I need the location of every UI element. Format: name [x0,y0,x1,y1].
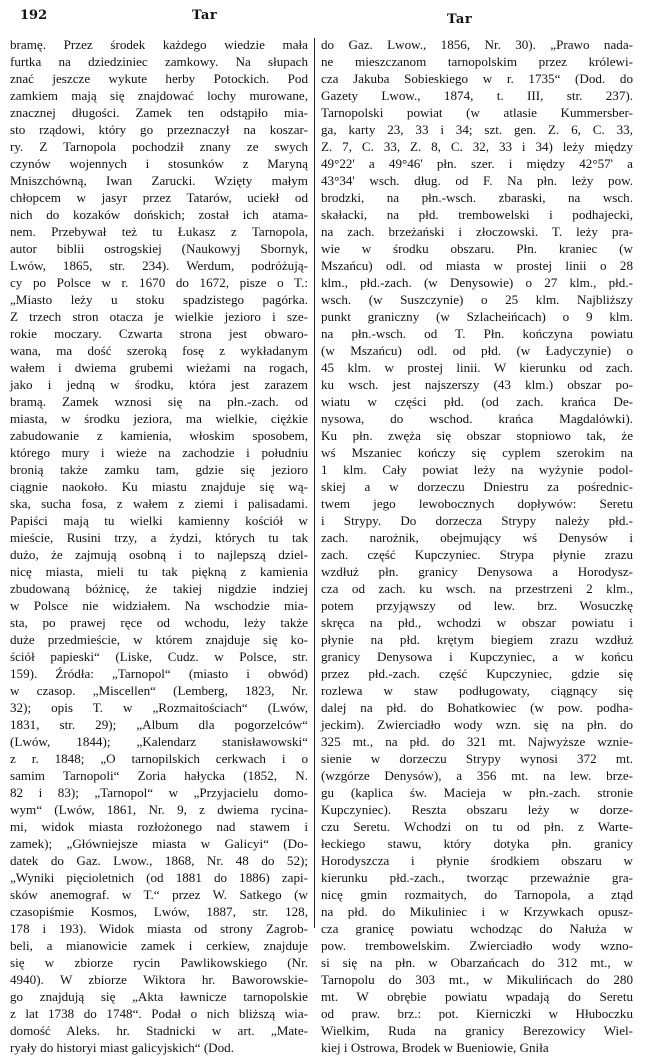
text-line: chłopcem w jasyr przez Tatarów, uciekł od [10,190,308,205]
text-line: zamkiem mają się znajdować lochy murowane, [10,88,308,103]
text-line: wś Mszaniec kończy się cyplem szerokim na [321,445,633,460]
text-line: czynów wojennych i stosunków z Maryną [10,156,308,171]
text-line: Papiści mają tu wielki kamienny kościół w [10,513,308,528]
text-line: pow. trembowelskim. Zwierciadło wody wzno- [321,938,633,953]
text-line: wsch. (w Suszczynie) o 25 klm. Najbliższy [321,292,633,307]
text-line: 45 klm. w prostej linii. W kierunku od zach. [321,360,633,375]
text-line: i Strypy. Do dorzecza Strypy należy płd.- [321,513,633,528]
text-line: na zach. brzeżański i złoczowski. T. leży pra- [321,224,633,239]
text-line: 325 mt., na płd. do 321 mt. Najwyższe wznie- [321,734,633,749]
text-line: samim Tarnopoli“ Zoria hałycka (1852, N. [10,768,308,783]
text-line: Z. 7, C. 33, Z. 8, C. 32, 33 i 34) leży między [321,139,633,154]
text-line: Mniszchówną, Iwan Zarucki. Wzięty małym [10,173,308,188]
text-line: na płn.-wsch. od T. Płn. kończyna powiatu [321,326,633,341]
text-line: zamek); „Główniejsze miasta w Galicyi“ (Do- [10,836,308,851]
text-line: kiej i Ostrowa, Brodek w Bueniowie, Gniła [321,1040,549,1055]
text-line: ne mieszczanom tarnopolskim przez królewi- [321,54,633,69]
text-line: Tarnopolski powiat (w atlasie Kummersber- [321,105,633,120]
text-line: si się na płn. w Obarzańcach do 312 mt., w [321,955,633,970]
text-line: Ku płn. zwęża się obszar stopniowo tak, że [321,428,633,443]
text-line: wana, ma dość szeroką fosę z wykładanym [10,343,308,358]
text-line: 1 klm. Cały powiat leży na wyżynie podol- [321,462,633,477]
text-line: płynie na płd. krętym biegiem zrazu wzdłuż [321,632,633,647]
text-line: Z trzech stron otacza je wielkie jezioro i sze- [10,309,308,324]
text-line: zabudowanie z kamienia, włoskim sposobem, [10,428,308,443]
text-line: cza Jakuba Sobieskiego w r. 1735“ (Dod. do [321,71,633,86]
text-line: skałacki, na płd. trembowelski i podhajecki, [321,207,633,222]
text-line: beli, a mianowicie zamek i cerkiew, znajduje [10,938,308,953]
text-line: dalej na płd. do Bohatkowiec (w pow. podha- [321,700,633,715]
text-line: rokie moczary. Czwarta strona jest obwaro- [10,326,308,341]
text-line: 82 i 83); „Tarnopol“ w „Przyjacielu domo- [10,785,308,800]
text-line: zach. część Kupczyniec. Strypa płynie zrazu [321,547,633,562]
text-line: miasta, w środku jeziora, ma wielkie, ciężkie [10,411,308,426]
text-line: Mszańcu) odl. od miasta w prostej linii o 28 [321,258,633,273]
text-line: skiej a w dorzeczu Dniestru za pośrednic- [321,479,633,494]
text-line: jako i jedną w środku, która jest zarazem [10,377,308,392]
text-line: klm., płd.-zach. (w Denysowie) o 27 klm., płd.- [321,275,633,290]
text-line: ku wsch. jest najszerszy (43 klm.) obszar po- [321,377,633,392]
column-divider [314,38,315,928]
text-line: furtka na dziedziniec zamkowy. Na słupach [10,54,308,69]
text-line: do Gaz. Lwow., 1856, Nr. 30). „Prawo nada- [321,37,633,52]
text-line: ryały do historyi miast galicyjskich“ (Dod. [10,1040,235,1055]
text-line: 178 i 193). Widok miasta od strony Zagrob- [10,921,308,936]
text-line: (w Mszańcu) odl. od płd. (w Ładyczynie) o [321,343,633,358]
text-line: 49°22' a 49°46' płn. szer. i między 42°57' a [321,156,633,171]
text-line: Tarnopolu do 303 mt., w Mikulińcach do 280 [321,972,633,987]
text-line: sków anemograf. w T.“ przez W. Satkego (w [10,887,308,902]
text-line: Lwów, 1865, str. 234). Werdum, podróżują- [10,258,308,273]
text-line: bronią także zamku tam, gdzie się jezioro [10,462,308,477]
text-line: czu Seretu. Wchodzi on tu od płn. z Warte- [321,819,633,834]
text-line: Horodyszcza i płynie środkiem obszaru w [321,853,633,868]
text-line: nem. Przebywał też tu Łukasz z Tarnopola, [10,224,308,239]
text-line: czasopiśmie Kosmos, Lwów, 1887, str. 128, [10,904,308,919]
text-line: twem jego lewobocznych dopływów: Seretu [321,496,633,511]
text-line: cy po Polsce w r. 1670 do 1672, pisze o T.: [10,275,308,290]
text-line: (Lwów, 1844); „Kalendarz stanisławowski“ [10,734,308,749]
text-line: z lat 1738 do 1748“. Podał o nich bliższą wia- [10,1006,308,1021]
text-line: bramę. Przez środek każdego wiedzie mała [10,37,308,52]
text-line: sta, po prawej ręce od wchodu, leży także [10,615,308,630]
text-line: przez płd.-zach. część Kupczyniec, gdzie się [321,666,633,681]
text-line: „Miasto leży u stoku spadzistego pagórka. [10,292,308,307]
text-line: wiatu w części płd. (od zach. krańca De- [321,394,633,409]
text-line: 32); opis T. w „Rozmaitościach“ (Lwów, [10,700,308,715]
text-line: nich do kozaków dońskich; został ich atama- [10,207,308,222]
text-line: 43°34' wsch. dług. od F. Na płn. leży pow. [321,173,633,188]
running-head-right: Tar [447,12,473,27]
text-line: go znajdują się „Akta ławnicze tarnopolskie [10,989,308,1004]
text-line: cza granicę powiatu wchodząc do Nałuża w [321,921,633,936]
text-line: Gazety Lwow., 1874, t. III, str. 237). [321,88,633,103]
text-line: ga, karty 23, 33 i 34; szt. gen. Z. 6, C. 33, [321,122,633,137]
text-line: brodzki, na płn.-wsch. zbaraski, na wsch. [321,190,633,205]
text-line: rozlewa w staw podługowaty, ciągnący się [321,683,633,698]
text-line: łeckiego stawu, który dotyka płn. granicy [321,836,633,851]
text-line: nicę miasta, mieli tu tak piękną z kamienia [10,564,308,579]
text-line: domość Aleks. hr. Stadnicki w art. „Mate- [10,1023,308,1038]
text-line: dużo, że zajmują osobną i to najlepszą dziel- [10,547,308,562]
text-line: którego mury i wieże na zachodzie i południu [10,445,308,460]
text-line: w czasop. „Miscellen“ (Lemberg, 1823, Nr. [10,683,308,698]
text-line: cza od zach. ku wsch. na przestrzeni 2 klm., [321,581,633,596]
text-line: kierunku płd.-zach., tworząc przeważnie gra- [321,870,633,885]
left-text-column [10,36,308,1055]
text-line: nysowa, do wschod. krańca Magdalówki). [321,411,633,426]
text-line: bramą. Zamek wznosi się na płn.-zach. od [10,394,308,409]
text-line: duże przedmieście, w którem znajduje się ko- [10,632,308,647]
text-line: wie w środku obszaru. Płn. kraniec (w [321,241,633,256]
text-line: zach. narożnik, obejmujący wś Denysów i [321,530,633,545]
text-line: ściół papieski“ (Liske, Cudz. w Polsce, str. [10,649,308,664]
text-line: 159). Źródła: „Tarnopol“ (miasto i obwód) [10,666,308,681]
running-head-left: Tar [192,8,218,23]
text-line: (wzgórze Denysów), a 356 mt. na lew. brze- [321,768,633,783]
text-line: wym“ (Lwów, 1861, Nr. 9, z dwiema rycina- [10,802,308,817]
text-line: sienie w dorzeczu Strypy wynosi 372 mt. [321,751,633,766]
text-line: sto rządowi, który go przeznaczył na koszar- [10,122,308,137]
text-line: od praw. brz.: pot. Kierniczki w Hłuboczku [321,1006,633,1021]
text-line: zbudowaną bóżnicę, że takiej nigdzie indziej [10,581,308,596]
text-line: potem przyjąwszy od lew. brz. Wosuczkę [321,598,633,613]
text-line: punkt graniczny (w Szlacheińcach) o 9 klm. [321,309,633,324]
text-line: „Wyniki pięcioletnich (od 1881 do 1886) zapi- [10,870,308,885]
text-line: Wielkim, Ruda na granicy Berezowicy Wiel- [321,1023,633,1038]
text-line: w Polsce nie widziałem. Na wschodzie mia- [10,598,308,613]
right-text-column [321,36,633,1055]
text-line: ska, sucha fosa, z wałem z ziemi i palisadami. [10,496,308,511]
text-line: się w zbiorze rycin Pawlikowskiego (Nr. [10,955,308,970]
text-line: skręca na płd., wchodzi w obszar powiatu i [321,615,633,630]
text-line: 1831, str. 29); „Album dla pogorzelców“ [10,717,308,732]
text-line: jeckim). Zwierciadło wody wzn. się na płn. do [321,717,633,732]
text-line: datek do Gaz. Lwow., 1868, Nr. 48 do 52); [10,853,308,868]
text-line: granicy Denysowa i Kupczyniec, a w końcu [321,649,633,664]
text-line: ry. Z Tarnopola pochodził znany ze swych [10,139,308,154]
page-number: 192 [20,8,48,23]
text-line: wzdłuż płn. granicy Denysowa a Horodysz- [321,564,633,579]
text-line: 4940). W zbiorze Wiktora hr. Baworowskie- [10,972,308,987]
text-line: ciągnie naokoło. Ku miastu znajduje się wą- [10,479,308,494]
text-line: mieście, Rusini trzy, a żydzi, których tu tak [10,530,308,545]
text-line: mt. W obrębie powiatu wpadają do Seretu [321,989,633,1004]
text-line: nicę gmin rozmaitych, do Tarnopola, a ztąd [321,887,633,902]
text-line: z r. 1848; „O tarnopilskich cerkwach i o [10,751,308,766]
text-line: na płd. do Mikuliniec i w Krzywkach opusz- [321,904,633,919]
text-line: autor biblii ostrogskiej (Naukowyj Sbornyk, [10,241,308,256]
text-line: mi, widok miasta rozłożonego nad stawem i [10,819,308,834]
text-line: gu (kaplica św. Macieja w płn.-zach. stronie [321,785,633,800]
text-line: znacznej długości. Zamek ten odstąpiło mia- [10,105,308,120]
text-line: Kupczyniec). Reszta obszaru leży w dorze- [321,802,633,817]
text-line: wałem i dwiema grubemi wieżami na rogach, [10,360,308,375]
text-line: znać jeszcze wykute herby Potockich. Pod [10,71,308,86]
